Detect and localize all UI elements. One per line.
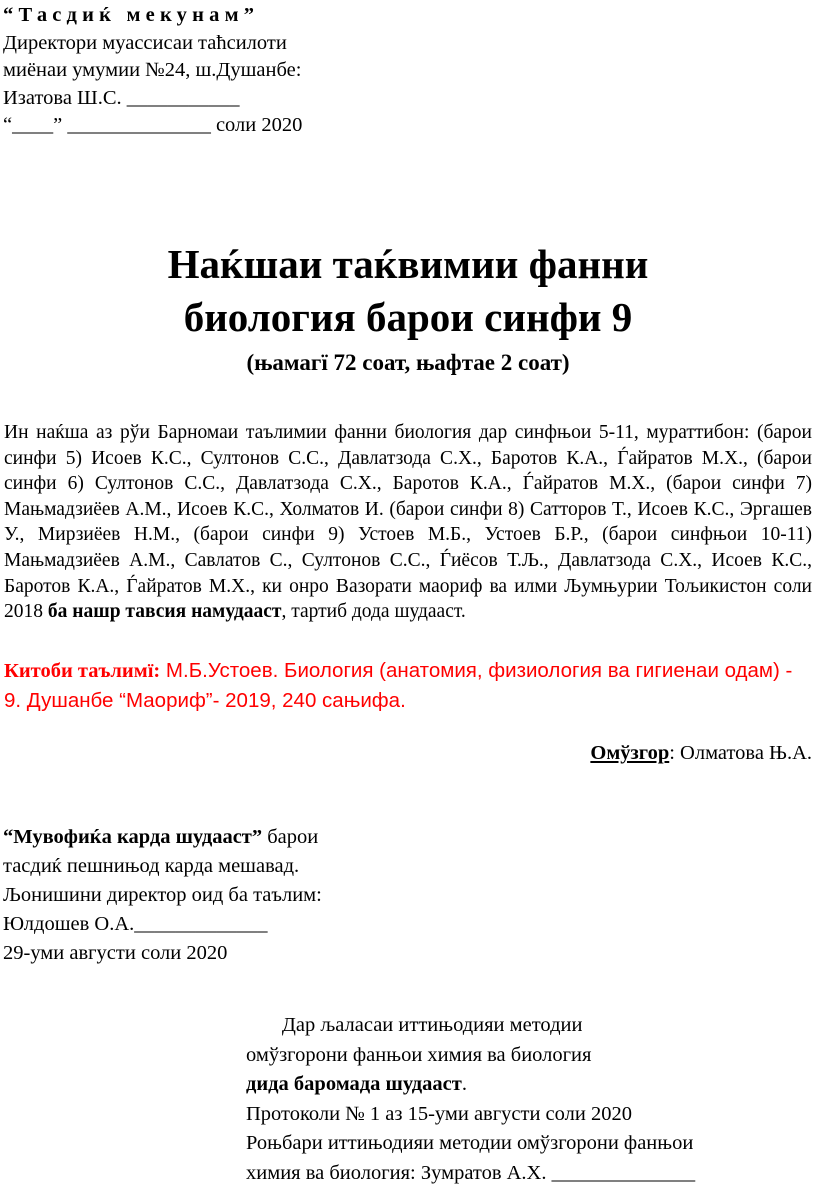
agreement-rest: барои [262,826,318,848]
agreement-line: 29-уми августи соли 2020 [3,939,322,968]
meeting-line: омўзгорони фанњои химия ва биология [246,1041,695,1071]
meeting-line: Дар љаласаи иттињодияи методии [246,1011,695,1041]
agreement-bold: “Мувофиќа карда шудааст” [3,826,262,848]
approval-line: “____” ______________ соли 2020 [3,112,302,140]
title-line: биология барои синфи 9 [0,291,816,344]
approval-block [3,2,302,140]
agreement-line: тасдиќ пешнињод карда мешавад. [3,852,322,881]
meeting-line: Протоколи № 1 аз 15-уми августи соли 2020 [246,1100,695,1130]
intro-text: Ин наќша аз рўи Барномаи таълимии фанни биология дар синфњои 5-11, мураттибон: (барои синфи 5) Исоев К.С., Султонов С.С., Давлатзода С.Х., Баротов К.А., Ѓайратов М.Х., (барои синфи 6) Султонов С.С., Давлатзода С.Х., Баротов К.А., Ѓайратов М.Х., (барои синфи 7) Мањмадзиёев А.М., Исоев К.С., Холматов И. (барои синфи 8) Сатторов Т., Исоев К.С., Эргашев У., Мирзиёев Н.М., (барои синфи 9) Устоев М.Б., Устоев Б.Р., (барои синфњои 10-11) Мањмадзиёев А.М., Савлатов С., Султонов С.С., Ѓиёсов Т.Љ., Давлатзода С.Х., Исоев К.С., Баротов К.А., Ѓайратов М.Х., ки онро Вазорати маориф ва илми Љумњурии Тољикистон соли 2018 [4,422,812,622]
agreement-line: Љонишини директор оид ба таълим: [3,881,322,910]
intro-bold-text: ба нашр тавсия намудааст [48,601,282,622]
textbook-label: Китоби таълимї: [4,660,160,682]
agreement-line: Юлдошев О.А._____________ [3,910,322,939]
teacher-label: Омўзгор [590,742,669,764]
agreement-heading-line [3,823,322,852]
meeting-line: Роњбари иттињодияи методии омўзгорони фанњои [246,1129,695,1159]
meeting-line: химия ва биология: Зумратов А.Х. ______________ [246,1159,695,1188]
meeting-bold: дида баромада шудааст [246,1073,462,1095]
approval-line: миёнаи умумии №24, ш.Душанбе: [3,57,302,85]
textbook-text: М.Б.Устоев. Биология (анатомия, физиология ва гигиенаи одам) - 9. Душанбе “Маориф”- 2019, 240 сањифа. [4,659,792,712]
meeting-line [246,1070,695,1100]
intro-paragraph [4,420,812,625]
document-subtitle: (њамагї 72 соат, њафтае 2 соат) [0,348,816,378]
meeting-end: . [462,1073,467,1095]
textbook-paragraph [4,656,812,715]
approval-line: Директори муассисаи таћсилоти [3,30,302,58]
approval-heading: “Тасдиќ мекунам” [3,2,302,30]
document-title [0,238,816,344]
title-line: Наќшаи таќвимии фанни [0,238,816,291]
intro-end-text: , тартиб дода шудааст. [281,601,465,622]
teacher-line [590,740,812,767]
approval-line: Изатова Ш.С. ___________ [3,85,302,113]
methodical-meeting-block [246,1011,695,1188]
teacher-name: : Олматова Њ.А. [669,742,812,764]
agreement-block [3,823,322,968]
